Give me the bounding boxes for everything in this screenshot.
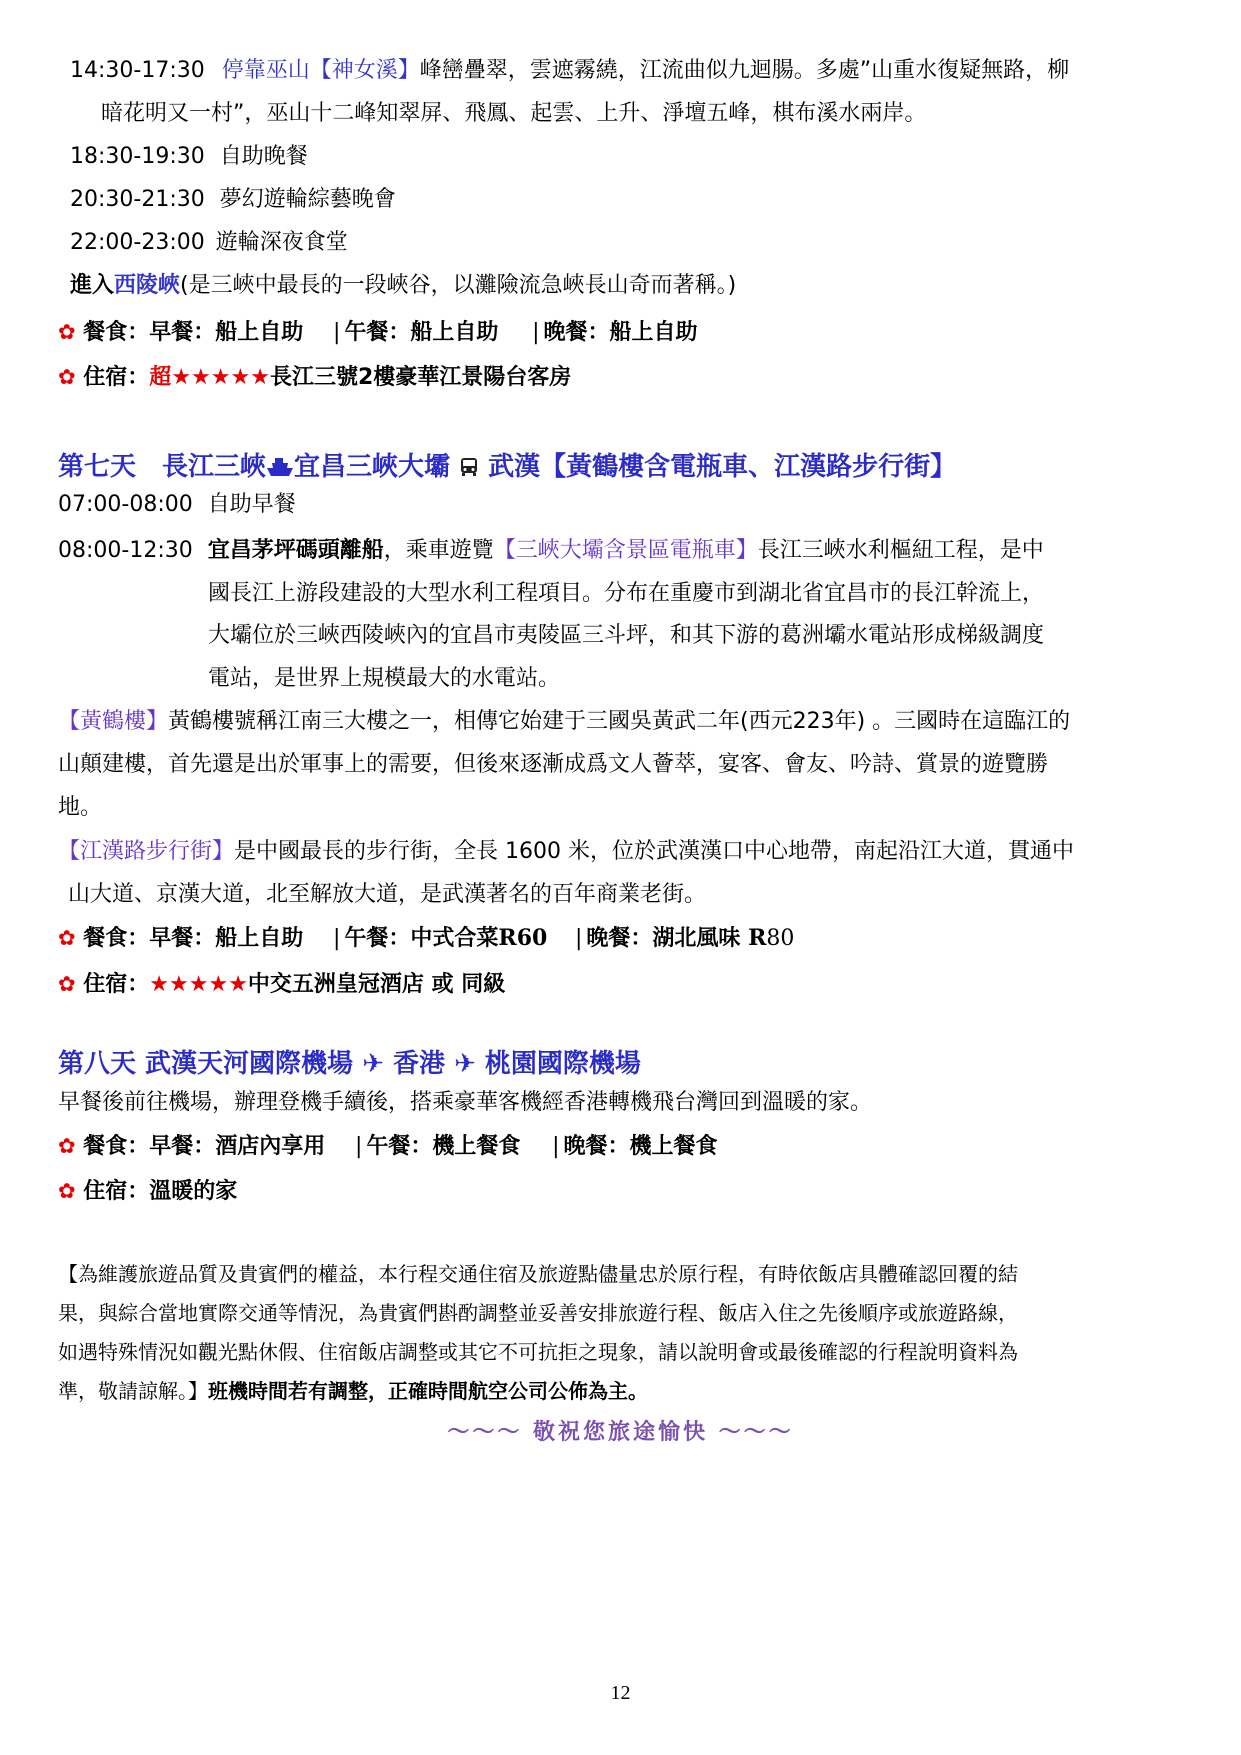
separator: | [332,320,341,345]
shennv-creek-highlight: 【神女溪】 [309,58,420,83]
meal-lunch: 午餐：船上自助 [344,320,499,345]
schedule-0800-line3: 大壩位於三峽西陵峽內的宜昌市夷陵區三斗坪，和其下游的葛洲壩水電站形成梯級調度 [208,623,1045,648]
flower-icon: ✿ [58,926,76,950]
schedule-time: 08:00-12:30 [58,538,193,563]
flower-icon: ✿ [58,972,76,996]
yellow-crane-para-2: 山顛建樓，首先還是出於軍事上的需要，但後來逐漸成爲文人薈萃，宴客、會友、吟詩、賞景的遊覽勝 [58,752,1049,777]
flower-icon: ✿ [58,1134,76,1158]
meal-lunch: 午餐：中式合菜 [344,926,499,951]
day6-lodging [58,362,571,393]
lodging-label: 住宿： [83,365,150,390]
schedule-time: 07:00-08:00 [58,492,193,517]
jianghan-text: 是中國最長的步行街，全長 1600 米，位於武漢漢口中心地帶，南起沿江大道，貫通中 [234,839,1074,864]
schedule-desc: 夢幻遊輪綜藝晚會 [219,187,396,212]
day7-title [58,450,956,487]
lodging-hotel: 中交五洲皇冠酒店 或 同級 [247,972,506,997]
notice-line-2: 果，與綜合當地實際交通等情況，為貴賓們斟酌調整並妥善安排旅遊行程、飯店入住之先後順序或旅遊路線， [58,1301,1018,1325]
day8-title-c: 桃園國際機場 [484,1049,641,1079]
schedule-2030 [70,185,396,215]
meal-breakfast: 餐食：早餐：酒店內享用 [83,1134,326,1159]
star-rating: ★★★★★ [171,365,270,390]
schedule-desc: 長江三峽水利樞紐工程，是中 [757,538,1044,563]
schedule-desc: 遊輪深夜食堂 [215,230,348,255]
jianghan-title: 【江漢路步行街】 [58,839,235,864]
schedule-2200 [70,228,348,258]
separator: | [332,926,341,951]
dam-highlight: 【三峽大壩含景區電瓶車】 [493,538,758,563]
schedule-1830 [70,142,308,172]
schedule-0800-line4: 電站，是世界上規模最大的水電站。 [208,666,561,691]
lodging-label: 住宿： [83,972,150,997]
notice-line-1: 【為維護旅遊品質及貴賓們的權益，本行程交通住宿及旅遊點儘量忠於原行程，有時依飯店具體確認回覆的結 [58,1262,1018,1286]
day8-meals [58,1131,718,1162]
bus-icon [459,453,479,487]
airplane-icon: ✈ [454,1049,476,1079]
lodging-label: 住宿：溫暖的家 [83,1179,238,1204]
gorge-desc: (是三峽中最長的一段峽谷，以灘險流急峽長山奇而著稱。) [180,273,737,298]
meal-lunch: 午餐：機上餐食 [366,1134,521,1159]
meal-breakfast: 餐食：早餐：船上自助 [83,320,304,345]
separator: | [574,926,583,951]
separator: | [552,1134,560,1159]
schedule-0800-line2: 國長江上游段建設的大型水利工程項目。分布在重慶市到湖北省宜昌市的長江幹流上， [208,581,1045,606]
notice-line-4 [58,1376,648,1406]
xiling-gorge: 西陵峽 [114,273,181,298]
ship-icon [266,453,294,487]
stop-label: 停靠巫山 [221,58,310,83]
schedule-desc: 自助早餐 [207,492,296,517]
day8-title [58,1047,641,1081]
schedule-desc: 自助晚餐 [219,144,308,169]
flower-icon: ✿ [58,365,76,389]
yellow-crane-para-1 [58,707,1070,737]
schedule-desc: 峰巒疊翠，雲遮霧繞，江流曲似九迴腸。多處”山重水復疑無路，柳 [419,58,1070,83]
departure-pier: 宜昌茅坪碼頭離船 [207,538,384,563]
schedule-time: 20:30-21:30 [70,187,205,212]
meal-dinner: 晚餐：湖北風味 [586,926,741,951]
lodging-super: 超 [149,365,172,390]
enter-label: 進入 [70,273,115,298]
jianghan-para-2: 山大道、京漢大道，北至解放大道，是武漢著名的百年商業老街。 [68,882,707,907]
schedule-1430 [70,56,1069,86]
day7-title-a: 第七天 長江三峽 [58,452,267,482]
notice-line-3: 如遇特殊情況如觀光點休假、住宿飯店調整或其它不可抗拒之現象，請以說明會或最後確認的行程說明資料為 [58,1340,1018,1364]
schedule-time: 22:00-23:00 [70,230,205,255]
yellow-crane-para-3: 地。 [58,795,103,820]
yellow-crane-title: 【黃鶴樓】 [58,709,169,734]
separator: | [354,1134,363,1159]
page-number: 12 [610,1682,631,1704]
schedule-desc: ，乘車遊覽 [383,538,494,563]
notice-flight-note: 班機時間若有調整，正確時間航空公司公佈為主。 [208,1379,648,1403]
meal-dinner: 晚餐：船上自助 [543,320,698,345]
schedule-0700 [58,490,296,520]
day6-meals [58,317,698,348]
day8-title-a: 第八天 武漢天河國際機場 [58,1049,354,1079]
day8-text: 早餐後前往機場，辦理登機手續後，搭乘豪華客機經香港轉機飛台灣回到溫暖的家。 [58,1090,873,1115]
closing-greeting: ～～～ 敬祝您旅途愉快 ～～～ [447,1420,794,1445]
airplane-icon: ✈ [362,1049,384,1079]
day7-lodging [58,969,505,1000]
flower-icon: ✿ [58,320,76,344]
lunch-price: R60 [498,925,548,951]
day7-meals [58,923,794,954]
meal-dinner: 晚餐：機上餐食 [563,1134,718,1159]
flower-icon: ✿ [58,1179,76,1203]
dinner-price-n: 80 [766,926,795,951]
separator: | [532,320,540,345]
day8-title-b: 香港 [392,1049,445,1079]
day8-lodging [58,1176,237,1207]
schedule-time: 14:30-17:30 [70,58,205,83]
jianghan-para-1 [58,837,1074,867]
enter-gorge-line [70,271,736,301]
schedule-0800 [58,536,1044,566]
notice-text: 準，敬請諒解。】 [58,1379,208,1403]
day7-title-b: 宜昌三峽大壩 [294,452,451,482]
star-rating: ★★★★★ [149,972,248,997]
schedule-1430-cont: 暗花明又一村”，巫山十二峰知翠屏、飛鳳、起雲、上升、淨壇五峰，棋布溪水兩岸。 [101,101,927,126]
schedule-time: 18:30-19:30 [70,144,205,169]
day7-title-c: 武漢【黃鶴樓含電瓶車、江漢路步行街】 [488,452,957,482]
lodging-hotel: 長江三號2樓豪華江景陽台客房 [269,365,572,390]
yellow-crane-text: 黃鶴樓號稱江南三大樓之一，相傳它始建于三國吳黃武二年(西元223年) 。三國時在這臨江的 [168,709,1071,734]
meal-breakfast: 餐食：早餐：船上自助 [83,926,304,951]
dinner-price-r: R [748,925,767,951]
